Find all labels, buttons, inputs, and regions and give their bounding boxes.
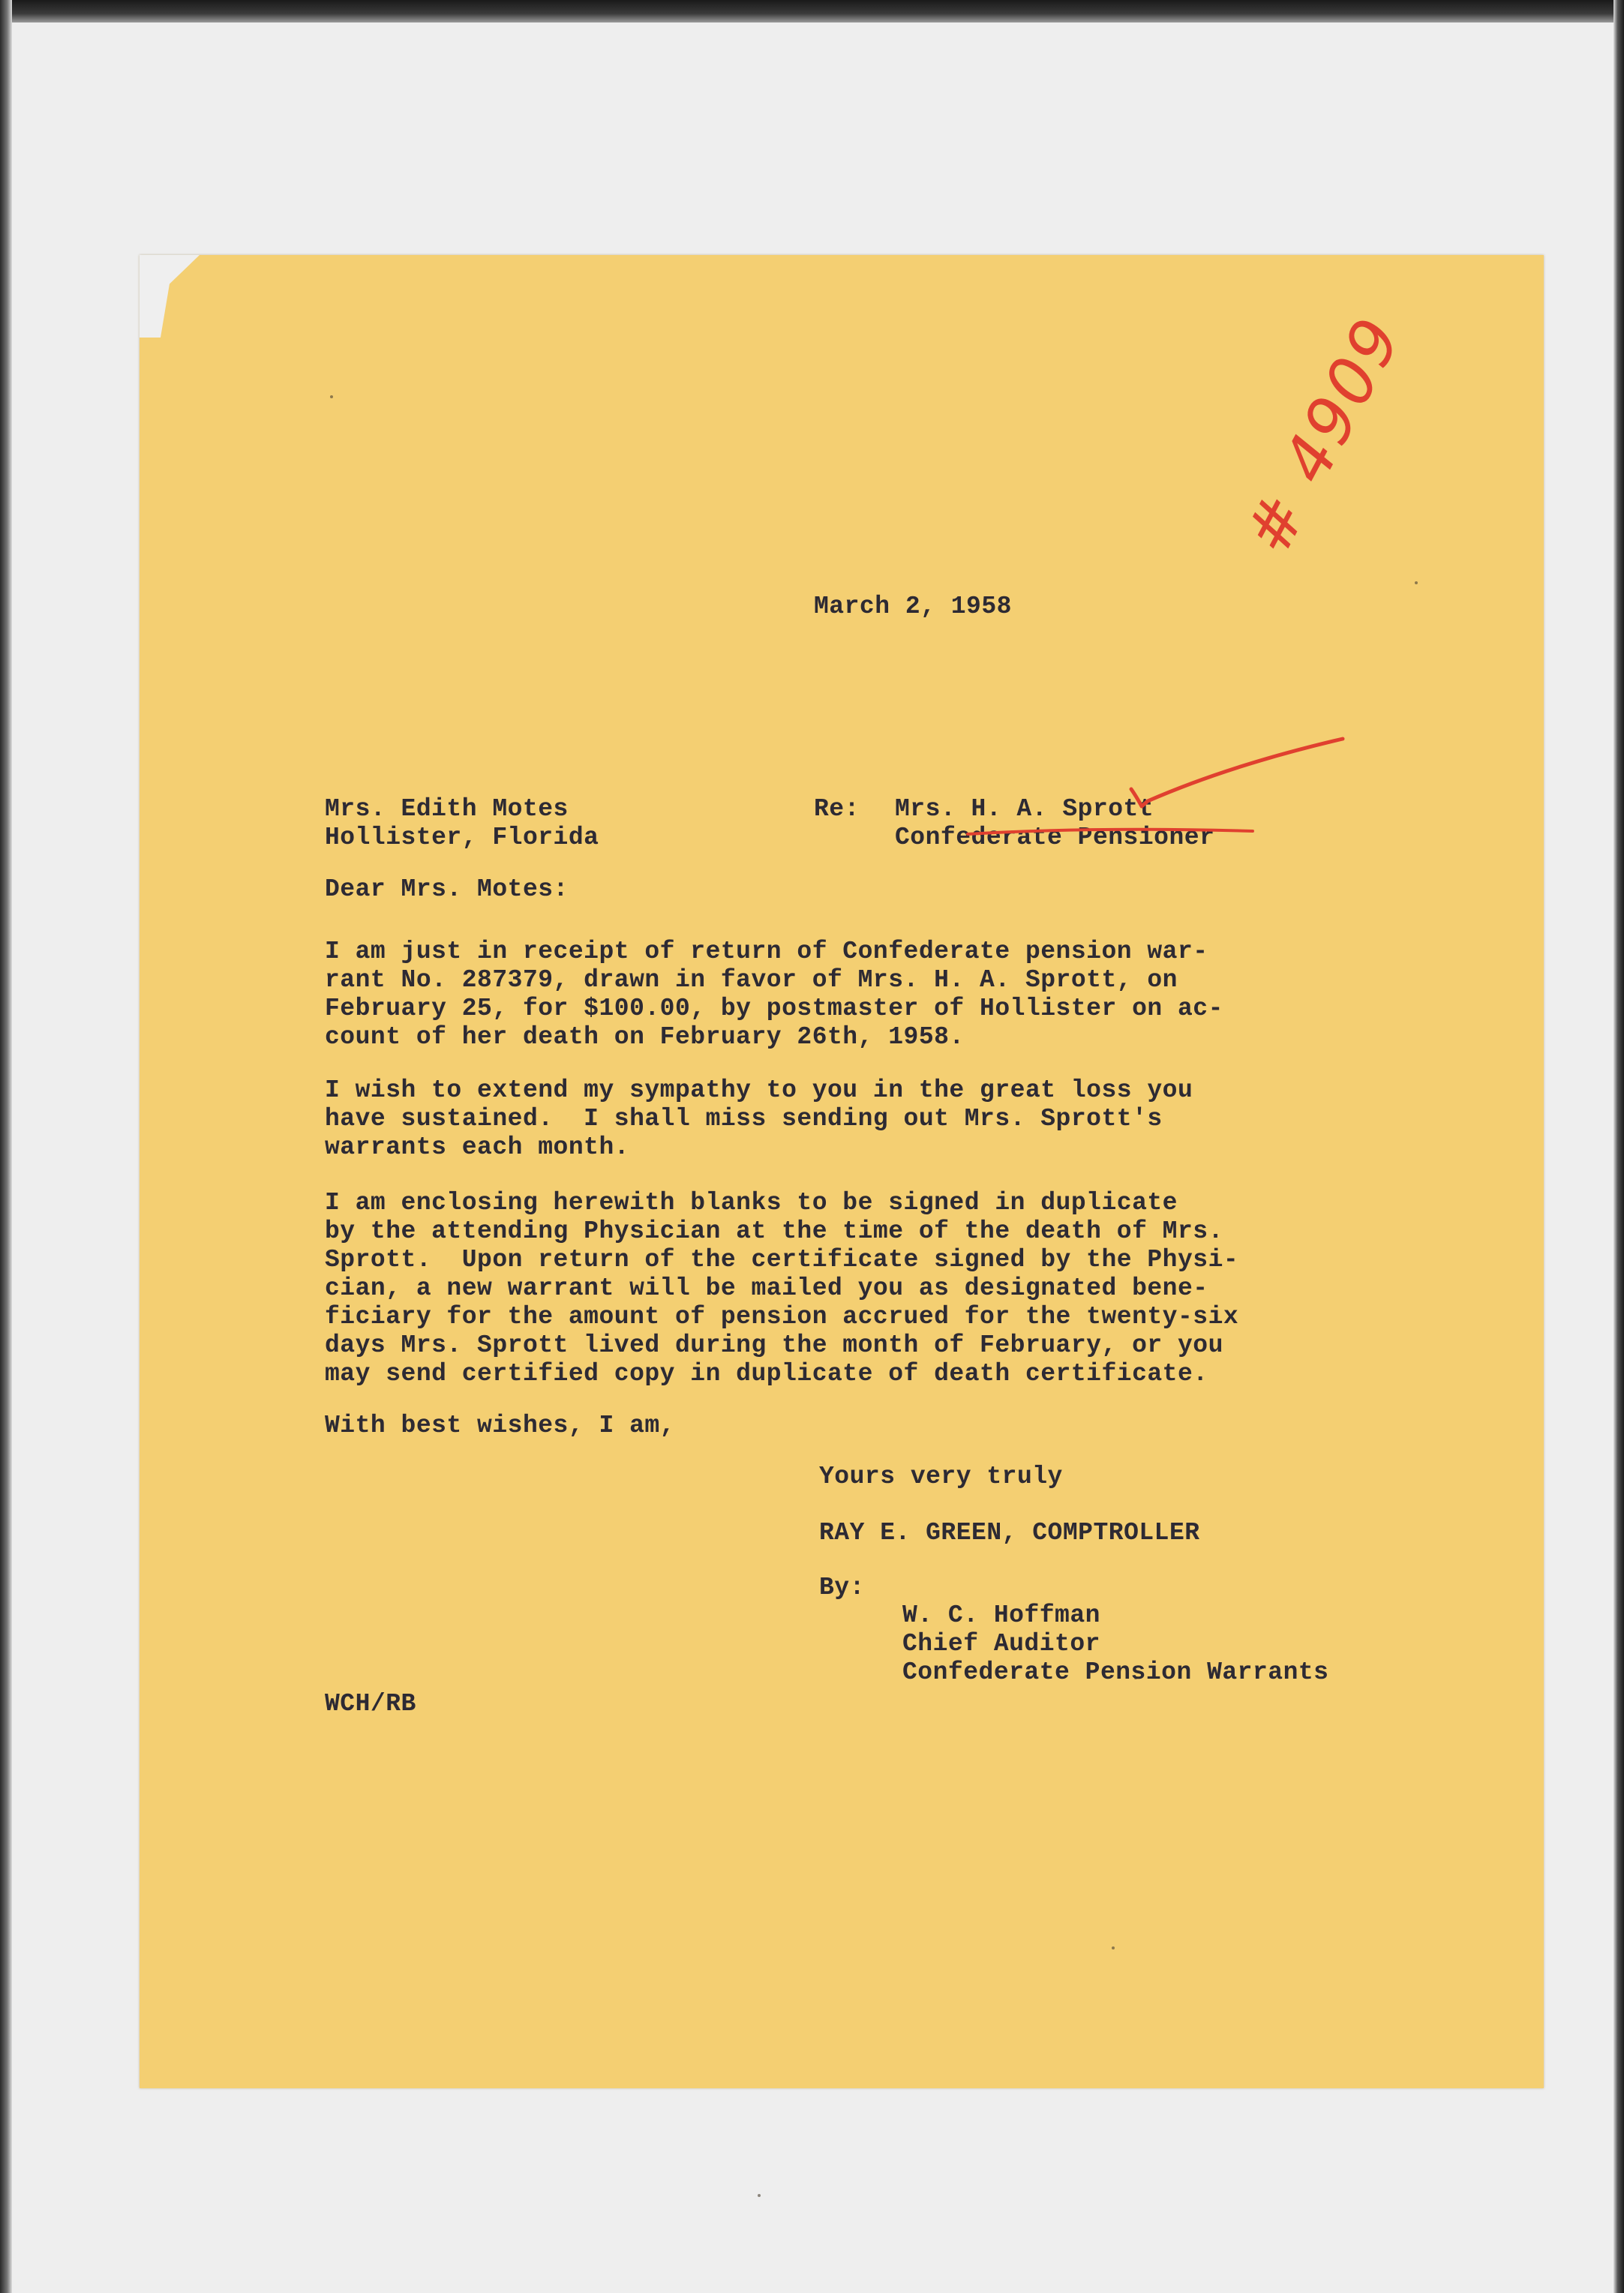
- paragraph-line: cian, a new warrant will be mailed you as designated bene-: [325, 1274, 1208, 1302]
- paragraph-line: I am just in receipt of return of Confederate pension war-: [325, 938, 1208, 965]
- paragraph-line: rant No. 287379, drawn in favor of Mrs. H. A. Sprott, on: [325, 966, 1178, 994]
- paragraph-line: Sprott. Upon return of the certificate signed by the Physi-: [325, 1246, 1239, 1274]
- complimentary-close: Yours very truly: [819, 1463, 1063, 1490]
- handwritten-number: # 4909: [1230, 304, 1418, 566]
- paper-speck: [758, 2194, 761, 2197]
- scan-right-edge: [1613, 0, 1624, 2293]
- reference-initials: WCH/RB: [325, 1690, 416, 1718]
- closing-wish: With best wishes, I am,: [325, 1412, 675, 1439]
- letter-sheet: [140, 255, 1544, 2088]
- by-label: By:: [819, 1574, 865, 1601]
- paragraph-line: ficiary for the amount of pension accrued for the twenty-six: [325, 1303, 1239, 1331]
- paragraph-line: February 25, for $100.00, by postmaster of Hollister on ac-: [325, 995, 1223, 1022]
- salutation: Dear Mrs. Motes:: [325, 875, 569, 903]
- paragraph-line: may send certified copy in duplicate of death certificate.: [325, 1360, 1208, 1388]
- paper-speck: [1415, 581, 1418, 584]
- signer-department: Confederate Pension Warrants: [902, 1658, 1329, 1686]
- re-subject: [895, 795, 1214, 852]
- recipient-city: Hollister, Florida: [325, 824, 599, 851]
- recipient-name: Mrs. Edith Motes: [325, 795, 569, 823]
- paragraph-line: days Mrs. Sprott lived during the month of February, or you: [325, 1331, 1223, 1359]
- body-paragraph-1: [325, 938, 1223, 1052]
- re-name: Mrs. H. A. Sprott: [895, 795, 1154, 823]
- letter-date: March 2, 1958: [814, 593, 1012, 620]
- re-label: Re:: [814, 795, 860, 823]
- body-paragraph-2: [325, 1076, 1193, 1162]
- paragraph-line: count of her death on February 26th, 1958.: [325, 1023, 965, 1051]
- signer-name: W. C. Hoffman: [902, 1601, 1100, 1629]
- paper-speck: [330, 395, 333, 398]
- signer-title: Chief Auditor: [902, 1630, 1100, 1658]
- paragraph-line: I am enclosing herewith blanks to be signed in duplicate: [325, 1189, 1178, 1217]
- paragraph-line: by the attending Physician at the time of the death of Mrs.: [325, 1217, 1223, 1245]
- signature-block: [902, 1601, 1329, 1687]
- body-paragraph-3: [325, 1189, 1238, 1388]
- paper-speck: [1112, 1946, 1115, 1949]
- sender-office: RAY E. GREEN, COMPTROLLER: [819, 1519, 1200, 1547]
- scan-left-edge: [0, 0, 12, 2293]
- paragraph-line: warrants each month.: [325, 1133, 630, 1161]
- paragraph-line: I wish to extend my sympathy to you in the great loss you: [325, 1076, 1193, 1104]
- scan-top-edge: [0, 0, 1624, 23]
- paragraph-line: have sustained. I shall miss sending out Mrs. Sprott's: [325, 1105, 1163, 1133]
- re-title: Confederate Pensioner: [895, 824, 1215, 851]
- recipient-address: [325, 795, 599, 852]
